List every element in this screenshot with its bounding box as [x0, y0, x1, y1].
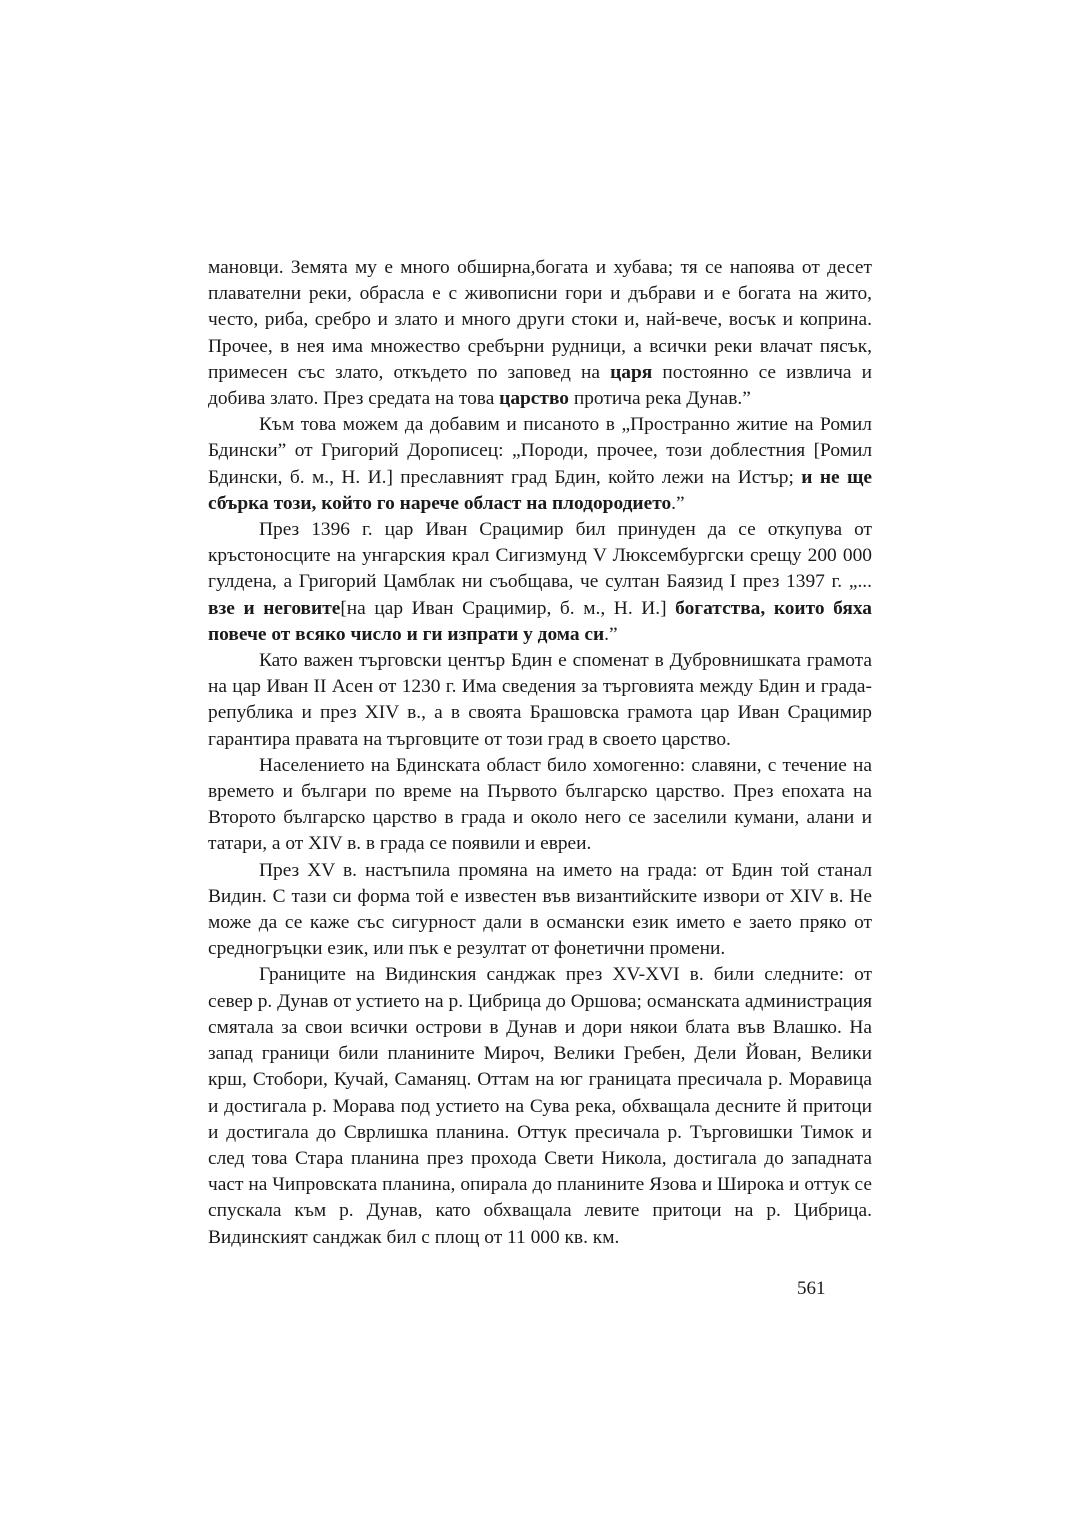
- paragraph-4: Като важен търговски център Бдин е споменат в Дубровнишката грамота на цар Иван II Асен от 1230 г. Има сведения за търговията между Бдин и града-република и през XIV в., а в своята Брашовска грамота цар Иван Срацимир гарантира правата на търговците от този град в своето царство.: [208, 650, 872, 750]
- paragraph-2: Към това можем да добавим и писаното в „Пространно житие на Ромил Бдински” от Григорий Дорописец: „Породи, прочее, този доблестния [Ромил Бдински, б. м., Н. И.] преславният град Бдин, който лежи на Истър; и не ще сбърка този, който го нарече област на плодородието.”: [208, 414, 872, 514]
- page-number: 561: [797, 1278, 826, 1299]
- paragraph-5: Населението на Бдинската област било хомогенно: славяни, с течение на времето и българи по време на Първото българско царство. През епохата на Второто българско царство в града и около него се заселили кумани, алани и татари, а от XIV в. в града се появили и евреи.: [208, 754, 872, 855]
- paragraph-3: През 1396 г. цар Иван Срацимир бил принуден да се откупува от кръстоносците на унгарския крал Сигизмунд V Люксембургски срещу 200 000 гулдена, а Григорий Цамблак ни съобщава, че султан Баязид I през 1397 г. „... взе и неговите[на цар Иван Срацимир, б. м., Н. И.] богатства, които бяха повече от всяко число и ги изпрати у дома си.”: [208, 519, 873, 645]
- paragraph-7: Границите на Видинския санджак през XV-XVI в. били следните: от север р. Дунав от устието на р. Цибрица до Оршова; османската администрация смятала за свои всички острови в Дунав и дори някои блата във Влашко. На запад граници били планините Мироч, Велики Гребен, Дели Йован, Велики крш, Стобори, Кучай, Саманяц. Оттам на юг границата пресичала р. Моравица и достигала р. Морава под устието на Сува река, обхващала десните й притоци и достигала до Сврлишка планина. Оттук пресичала р. Търговишки Тимок и след това Стара планина през прохода Свети Никола, достигала до западната част на Чипровската планина, опирала до планините Язова и Широка и оттук се спускала към р. Дунав, като обхващала левите притоци на р. Цибрица. Видинският санджак бил с площ от 11 000 кв. км.: [208, 964, 872, 1248]
- paragraph-1: мановци. Земята му е много обширна,богата и хубава; тя се напоява от десет плавателни реки, обрасла е с живописни гори и дъбрави и е богата на жито, често, риба, сребро и злато и много други стоки и, най-вече, восък и коприна. Прочее, в нея има множество сребърни рудници, а всички реки влачат пясък, примесен със злато, откъдето по заповед на царя постоянно се извлича и добива злато. През средата на това царство протича река Дунав.”: [208, 257, 873, 410]
- paragraph-6: През XV в. настъпила промяна на името на града: от Бдин той станал Видин. С тази си форма той е известен във византийските извори от XIV в. Не може да се каже със сигурност дали в османски език името е заето пряко от средногръцки език, или пък е резултат от фонетични промени.: [208, 859, 872, 960]
- body-text: [208, 255, 872, 1251]
